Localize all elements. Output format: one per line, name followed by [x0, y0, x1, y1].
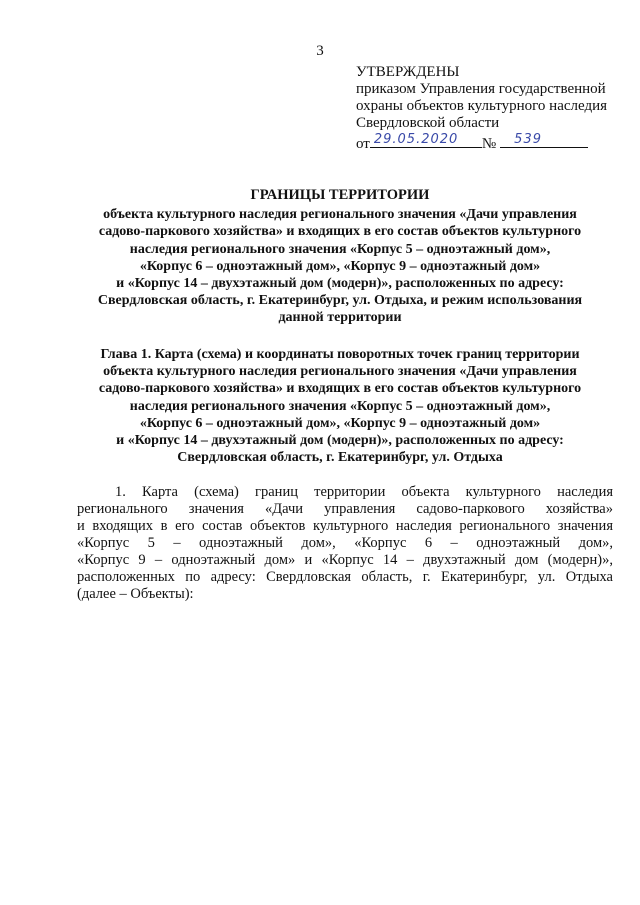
- chapter-line: Свердловская область, г. Екатеринбург, ул. Отдыха: [177, 450, 503, 466]
- number-label: №: [481, 136, 497, 152]
- paragraph-line: «Корпус 5 – одноэтажный дом», «Корпус 6 – одноэтажный дом»,: [77, 535, 613, 551]
- number-blank: [500, 132, 588, 148]
- title-line: и «Корпус 14 – двухэтажный дом (модерн)», расположенных по адресу:: [116, 276, 564, 292]
- approval-line: Свердловской области: [356, 115, 500, 131]
- title-line: объекта культурного наследия регионального значения «Дачи управления: [103, 207, 577, 223]
- chapter-heading: [70, 346, 610, 466]
- chapter-line: объекта культурного наследия регионального значения «Дачи управления: [103, 364, 577, 380]
- chapter-line: садово-паркового хозяйства» и входящих в его состав объектов культурного: [98, 381, 582, 397]
- title-line: данной территории: [278, 310, 402, 326]
- paragraph-line: (далее – Объекты):: [77, 586, 194, 602]
- title-line: садово-паркового хозяйства» и входящих в его состав объектов культурного: [98, 224, 582, 240]
- paragraph-line: и входящих в его состав объектов культурного наследия регионального значения: [77, 518, 613, 534]
- paragraph-line: регионального значения «Дачи управления садово-паркового хозяйства»: [77, 501, 613, 517]
- document-title: [70, 187, 610, 327]
- handwritten-date: 29.05.2020: [373, 132, 459, 147]
- title-line: Свердловская область, г. Екатеринбург, ул. Отдыха, и режим использования: [97, 293, 583, 309]
- chapter-line: «Корпус 6 – одноэтажный дом», «Корпус 9 – одноэтажный дом»: [139, 415, 541, 431]
- page-number: 3: [316, 43, 324, 59]
- title-line: «Корпус 6 – одноэтажный дом», «Корпус 9 – одноэтажный дом»: [139, 258, 541, 274]
- body-paragraph: [77, 484, 613, 603]
- chapter-line: Глава 1. Карта (схема) и координаты поворотных точек границ территории: [100, 347, 580, 362]
- approval-block: [356, 64, 626, 151]
- approval-heading: УТВЕРЖДЕНЫ: [356, 64, 460, 80]
- title-main: ГРАНИЦЫ ТЕРРИТОРИИ: [250, 187, 430, 203]
- title-line: наследия регионального значения «Корпус 5 – одноэтажный дом»,: [129, 241, 551, 257]
- date-blank: [370, 132, 482, 148]
- approval-line: охраны объектов культурного наследия: [356, 98, 608, 114]
- paragraph-line: расположенных по адресу: Свердловская область, г. Екатеринбург, ул. Отдыха: [77, 569, 613, 585]
- handwritten-number: 539: [514, 132, 542, 147]
- chapter-line: и «Корпус 14 – двухэтажный дом (модерн)», расположенных по адресу:: [116, 433, 564, 449]
- approval-date-number-row: [356, 132, 626, 151]
- approval-line: приказом Управления государственной: [356, 81, 606, 97]
- chapter-line: наследия регионального значения «Корпус 5 – одноэтажный дом»,: [129, 398, 551, 414]
- paragraph-line: 1. Карта (схема) границ территории объекта культурного наследия: [115, 484, 613, 500]
- date-prefix: от: [356, 136, 370, 152]
- paragraph-line: «Корпус 9 – одноэтажный дом» и «Корпус 14 – двухэтажный дом (модерн)»,: [77, 552, 613, 568]
